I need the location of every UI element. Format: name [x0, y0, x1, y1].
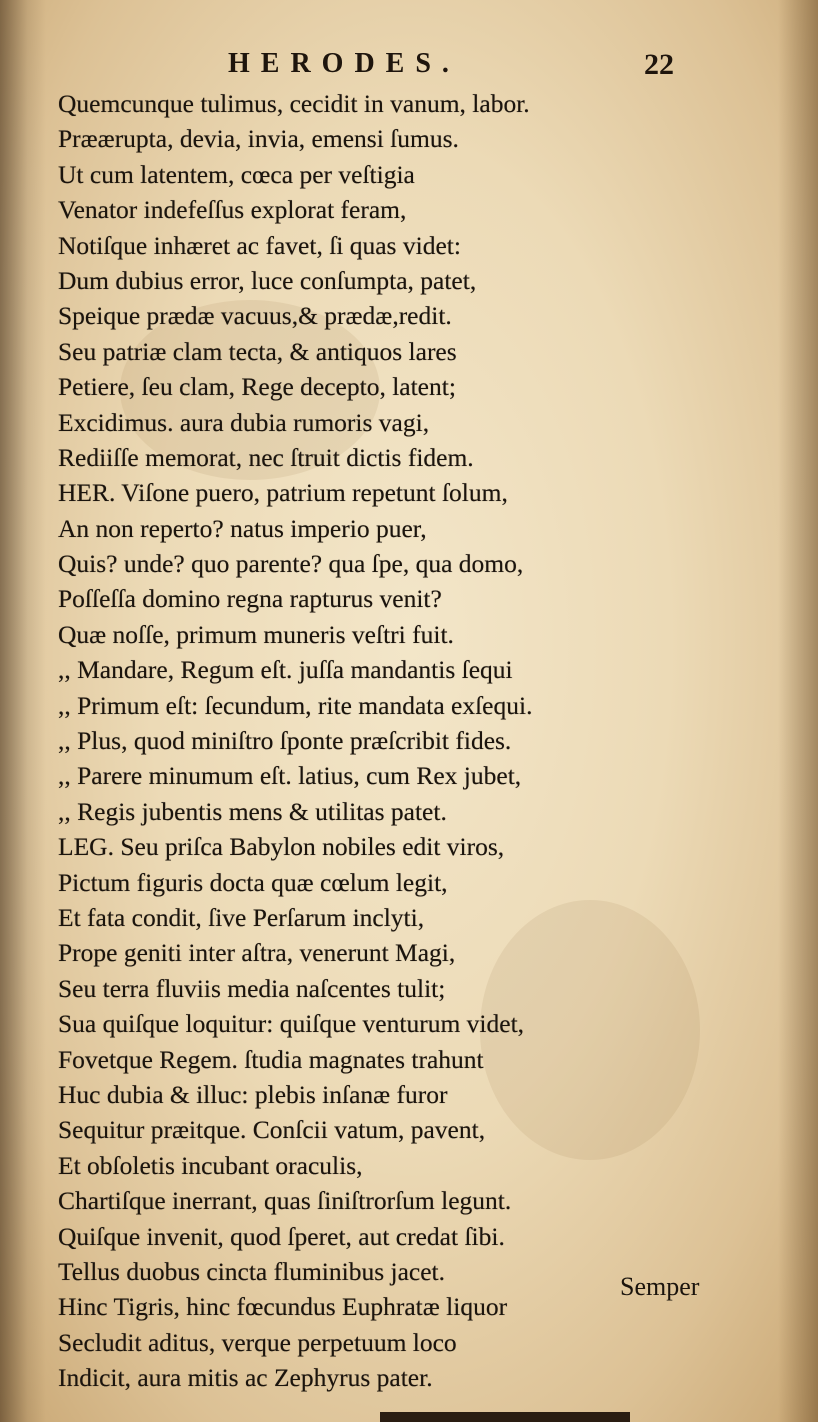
verse-line: Petiere, ſeu clam, Rege decepto, latent;	[58, 372, 456, 402]
verse-line: Indicit, aura mitis ac Zephyrus pater.	[58, 1363, 433, 1393]
verse-line: Secludit aditus, verque perpetuum loco	[58, 1327, 457, 1357]
page-edge-shadow	[778, 0, 818, 1422]
verse-line: Rediiſſe memorat, nec ſtruit dictis fidem.	[58, 442, 474, 472]
verse-line: Chartiſque inerrant, quas ſiniſtrorſum legunt.	[58, 1186, 512, 1216]
verse-line: Poſſeſſa domino regna rapturus venit?	[58, 584, 442, 614]
verse-line: Quæ noſſe, primum muneris veſtri fuit.	[58, 619, 454, 649]
page-number: 22	[644, 48, 674, 81]
verse-line: Dum dubius error, luce conſumpta, patet,	[58, 265, 477, 295]
verse-line: Præærupta, devia, invia, emensi ſumus.	[58, 124, 459, 154]
bottom-edge-mark	[380, 1412, 630, 1422]
verse-line: Et obſoletis incubant oraculis,	[58, 1150, 363, 1180]
verse-line: LEG. Seu priſca Babylon nobiles edit viros,	[58, 832, 505, 862]
verse-line: ,, Parere minumum eſt. latius, cum Rex jubet,	[58, 761, 522, 791]
verse-line: ,, Primum eſt: ſecundum, rite mandata exſequi.	[58, 690, 533, 720]
verse-line: HER. Viſone puero, patrium repetunt ſolum,	[58, 478, 508, 508]
verse-line: Huc dubia & illuc: plebis inſanæ furor	[58, 1079, 448, 1109]
verse-line: Tellus duobus cincta fluminibus jacet.	[58, 1256, 446, 1286]
catchword: Semper	[620, 1272, 700, 1301]
running-head: HERODES.	[228, 48, 460, 79]
spine-shadow	[0, 0, 46, 1422]
verse-line: Quiſque invenit, quod ſperet, aut credat ſibi.	[58, 1221, 505, 1251]
verse-line: Ut cum latentem, cœca per veſtigia	[58, 159, 415, 189]
verse-text	[58, 86, 718, 1395]
verse-line: Et fata condit, ſive Perſarum inclyti,	[58, 902, 425, 932]
verse-line: Pictum figuris docta quæ cœlum legit,	[58, 867, 448, 897]
verse-line: Notiſque inhæret ac favet, ſi quas videt:	[58, 230, 461, 260]
verse-line: Seu terra fluviis media naſcentes tulit;	[58, 973, 446, 1003]
verse-line: Speique prædæ vacuus,& prædæ,redit.	[58, 301, 452, 331]
verse-line: Sequitur præitque. Conſcii vatum, pavent,	[58, 1115, 486, 1145]
verse-line: Prope geniti inter aſtra, venerunt Magi,	[58, 938, 456, 968]
verse-line: ,, Mandare, Regum eſt. juſſa mandantis ſequi	[58, 655, 513, 685]
verse-line: ,, Plus, quod miniſtro ſponte præſcribit fides.	[58, 726, 512, 756]
verse-line: Excidimus. aura dubia rumoris vagi,	[58, 407, 430, 437]
verse-line: Seu patriæ clam tecta, & antiquos lares	[58, 336, 457, 366]
verse-line: Quemcunque tulimus, cecidit in vanum, labor.	[58, 89, 530, 118]
verse-line: Fovetque Regem. ſtudia magnates trahunt	[58, 1044, 484, 1074]
verse-line: An non reperto? natus imperio puer,	[58, 513, 427, 543]
verse-line: Venator indefeſſus explorat feram,	[58, 195, 407, 225]
verse-line: Quis? unde? quo parente? qua ſpe, qua domo,	[58, 549, 524, 579]
verse-line: Hinc Tigris, hinc fœcundus Euphratæ liquor	[58, 1292, 508, 1322]
verse-line: Sua quiſque loquitur: quiſque venturum videt,	[58, 1009, 525, 1039]
verse-line: ,, Regis jubentis mens & utilitas patet.	[58, 796, 447, 826]
